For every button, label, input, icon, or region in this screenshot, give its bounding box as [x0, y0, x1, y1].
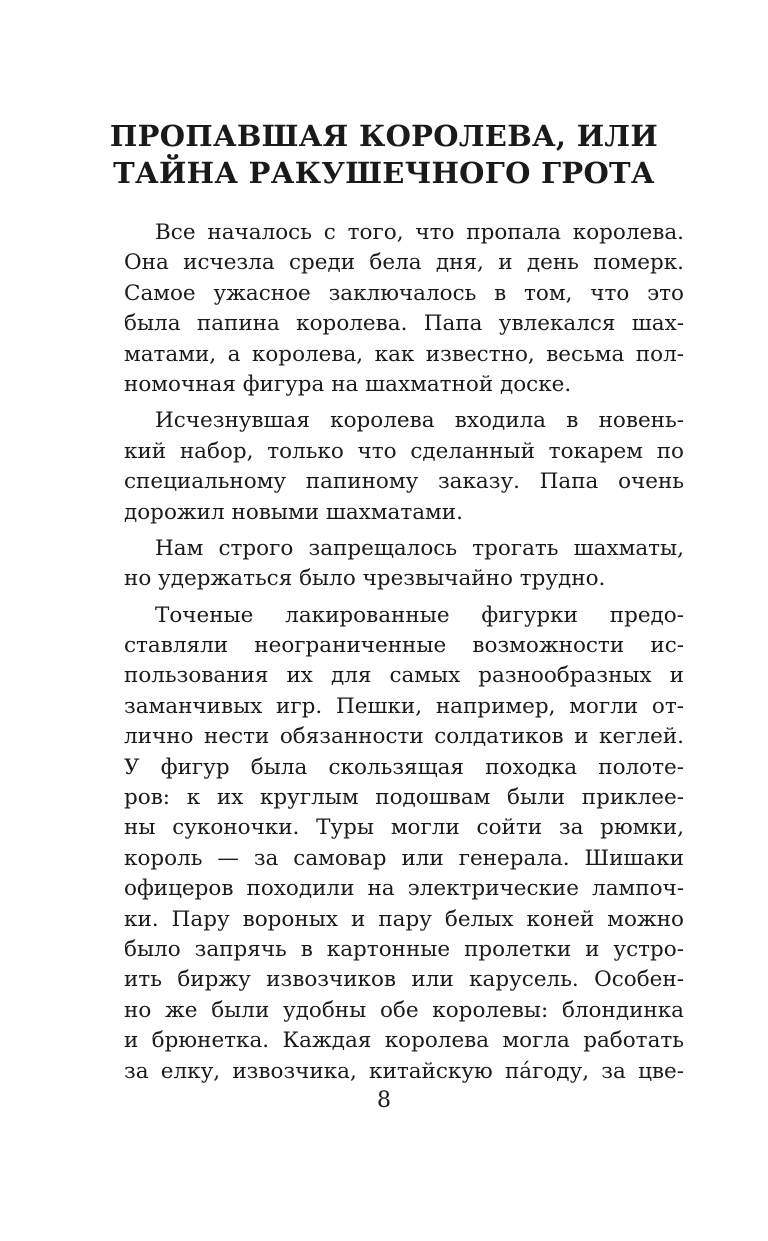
chapter-title-line-2: ТАЙНА РАКУШЕЧНОГО ГРОТА: [113, 156, 655, 190]
text-line: и брюнетка. Каждая королева могла работать: [124, 1028, 684, 1054]
text-line: ны суконочки. Туры могли сойти за рюмки,: [124, 815, 684, 841]
text-line: Точеные лакированные фигурки предо-: [155, 602, 684, 628]
text-line: но удержаться было чрезвычайно трудно.: [124, 566, 606, 592]
text-line: Нам строго запрещалось трогать шахматы,: [155, 535, 684, 561]
text-line: матами, а королева, как известно, весьма пол-: [124, 341, 684, 367]
page-number: 8: [377, 1088, 391, 1113]
paragraph-1: [124, 218, 684, 400]
text-line: кий набор, только что сделанный токарем по: [124, 438, 684, 464]
text-line: Исчезнувшая королева входила в новень-: [155, 408, 684, 434]
text-line: номочная фигура на шахматной доске.: [124, 371, 572, 397]
text-line: была папина королева. Папа увлекался шах-: [124, 311, 684, 337]
text-line: ров: к их круглым подошвам были приклее-: [124, 785, 684, 811]
text-line: дорожил новыми шахматами.: [124, 499, 463, 525]
text-line: ки. Пару вороных и пару белых коней можно: [124, 906, 684, 932]
paragraph-2: [124, 406, 684, 528]
text-line: пользования их для самых разнообразных и: [124, 663, 684, 689]
text-line: специальному папиному заказу. Папа очень: [124, 469, 684, 495]
text-line: Самое ужасное заключалось в том, что это: [124, 280, 684, 306]
text-line: Все началось с того, что пропала королева.: [155, 220, 684, 245]
paragraph-3: [124, 534, 684, 595]
text-line: король — за самовар или генерала. Шишаки: [124, 845, 684, 871]
text-line: офицеров походили на электрические лампоч-: [124, 876, 684, 902]
text-line: ставляли неограниченные возможности ис-: [124, 633, 684, 659]
text-line: за елку, извозчика, китайскую пáгоду, за цве-: [124, 1058, 684, 1084]
paragraph-4: [124, 601, 684, 1087]
text-line: У фигур была скользящая походка полоте-: [124, 754, 684, 780]
chapter-title: [0, 118, 768, 192]
text-line: но же были удобны обе королевы: блондинка: [124, 997, 684, 1023]
chapter-title-line-1: ПРОПАВШАЯ КОРОЛЕВА, ИЛИ: [109, 119, 659, 153]
text-line: Она исчезла среди бела дня, и день померк.: [124, 250, 684, 276]
body-text: [124, 218, 684, 1087]
text-line: ить биржу извозчиков или карусель. Особен-: [124, 967, 684, 993]
text-line: было запрячь в картонные пролетки и устро-: [124, 936, 684, 962]
text-line: лично нести обязанности солдатиков и кеглей.: [124, 724, 684, 750]
text-line: заманчивых игр. Пешки, например, могли от-: [124, 693, 684, 719]
